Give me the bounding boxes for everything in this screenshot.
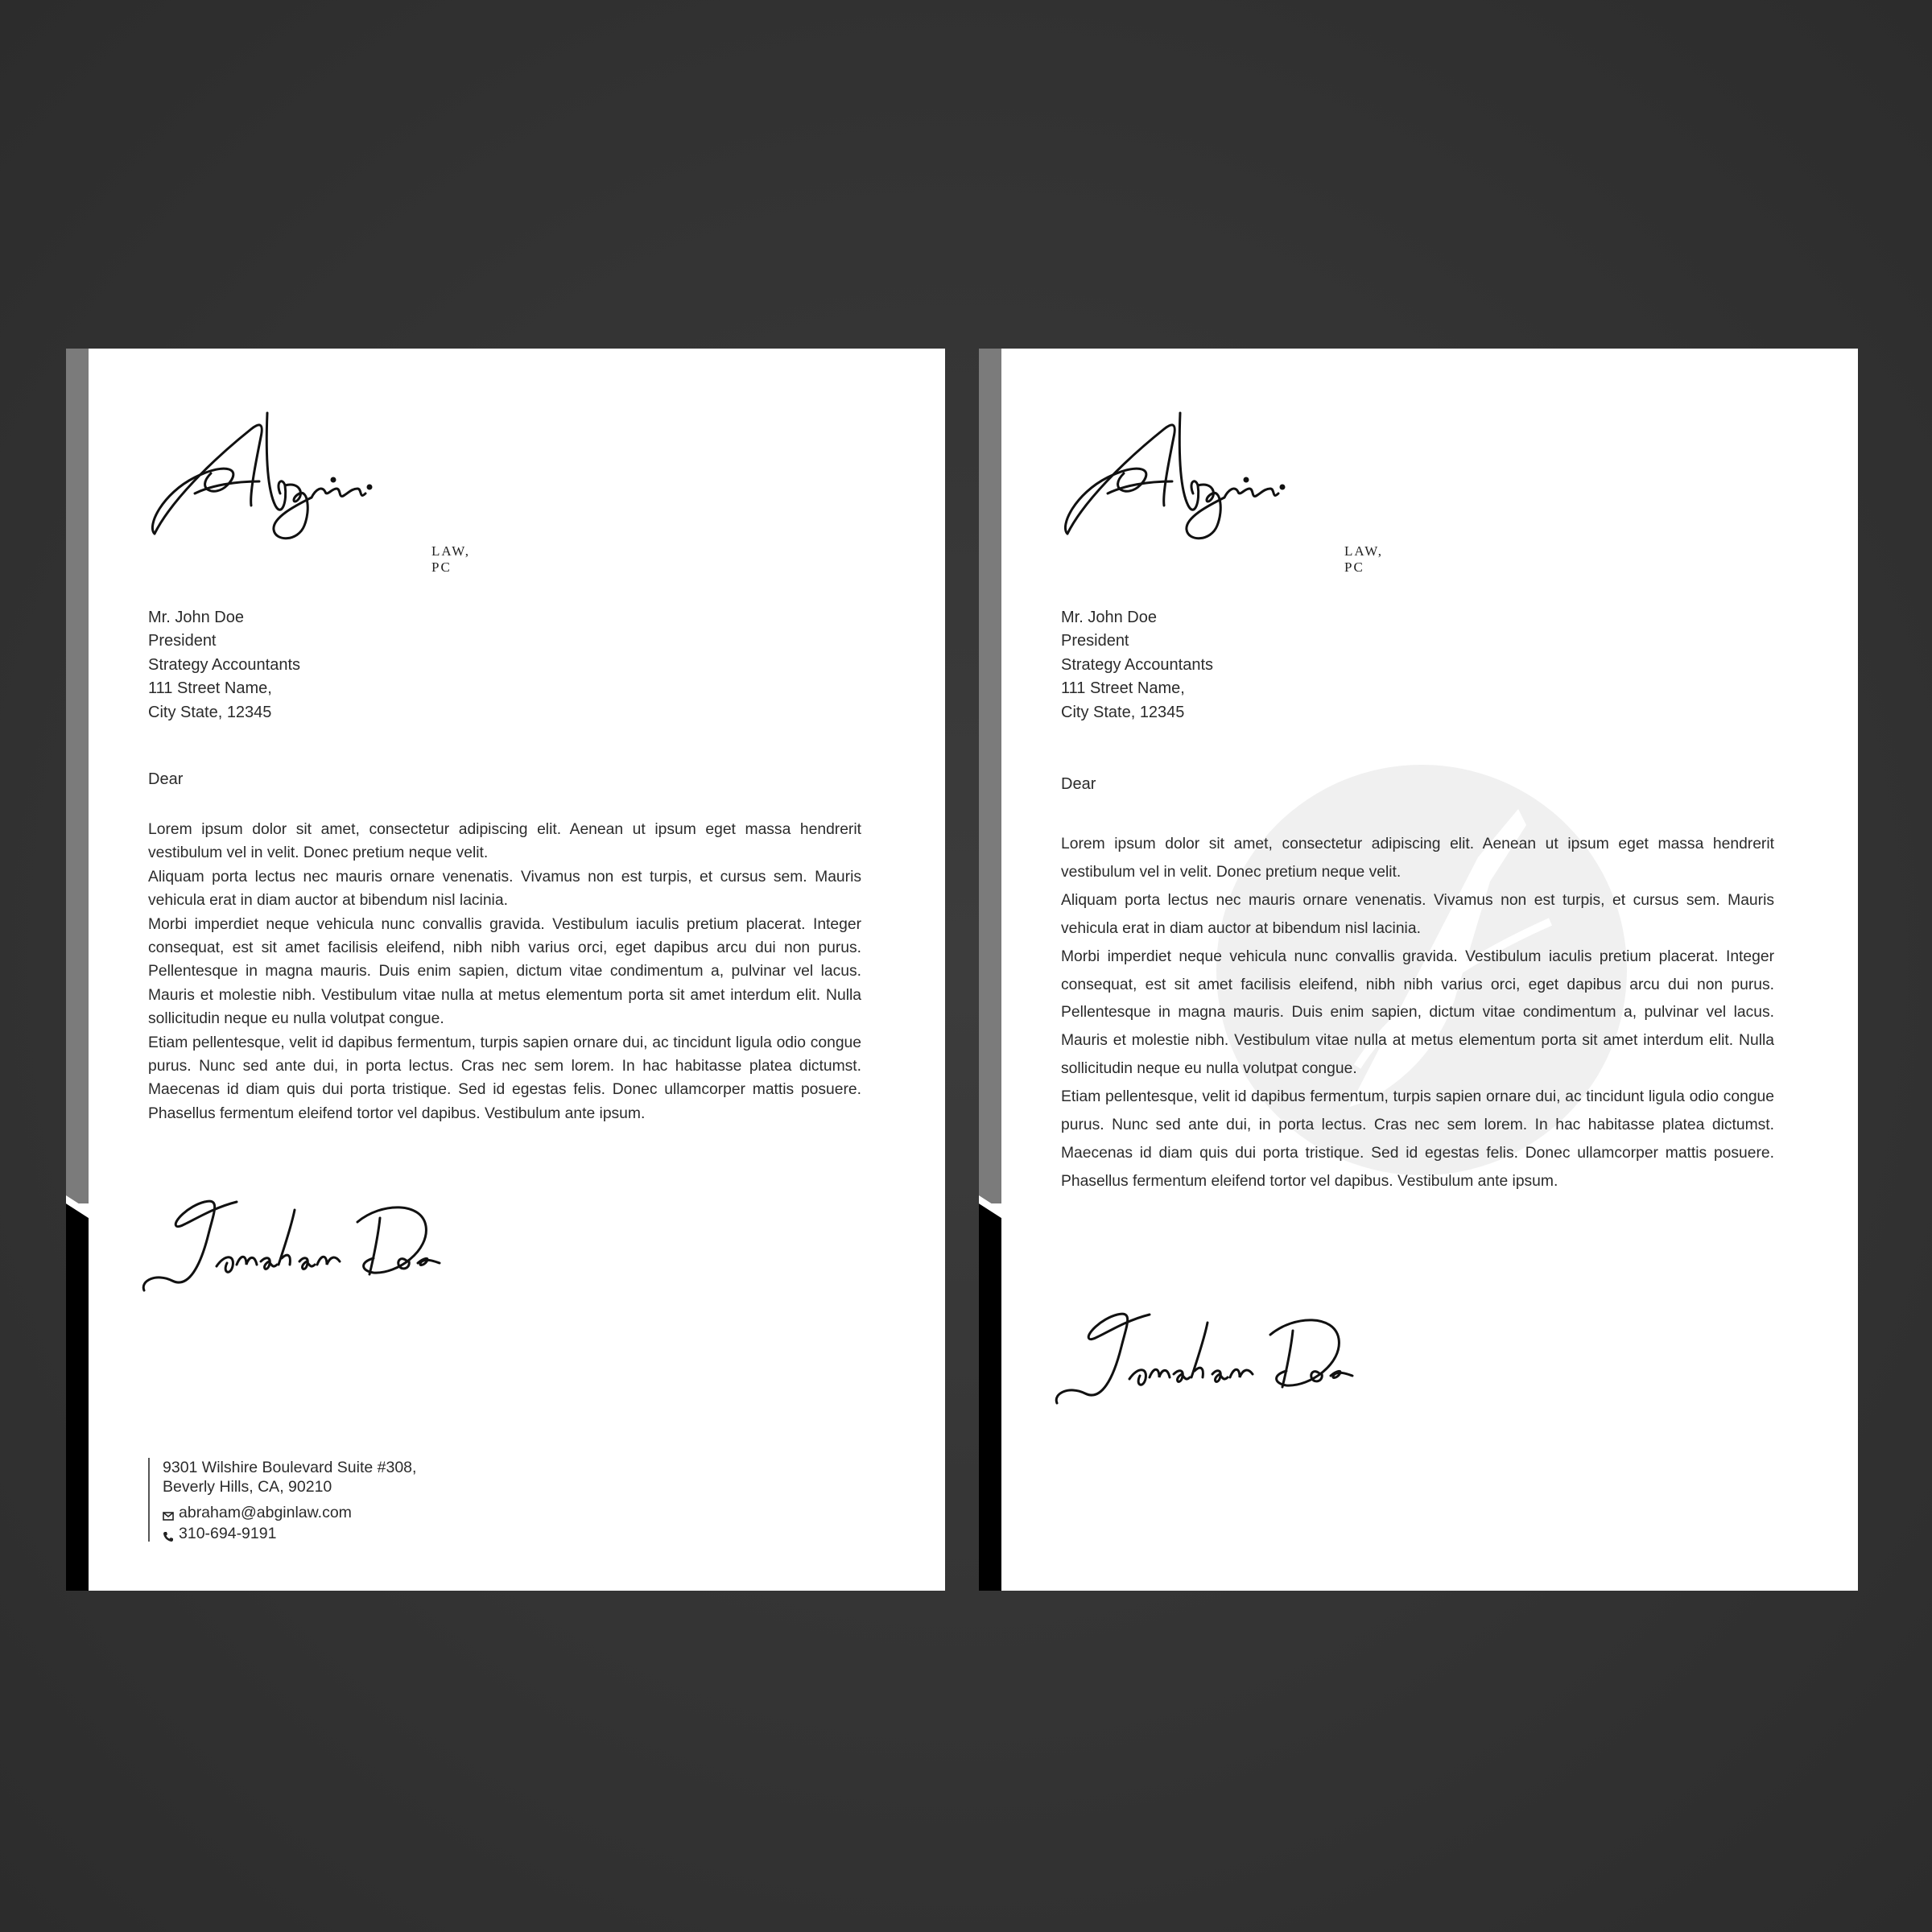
paragraph: Morbi imperdiet neque vehicula nunc convallis gravida. Vestibulum iaculis pretium placerat. Integer consequat, est sit amet facilisis eleifend, nibh nibh varius orci, eget dapibus arcu dui non purus. Pellentesque in magna mauris. Duis enim sapien, dictum vitae condimentum a, pulvinar vel lacus. Mauris et molestie nibh. Vestibulum vitae nulla at metus elementum porta sit amet interdum elit. Nulla sollicitudin neque eu nulla volutpat congue. (148, 915, 861, 1028)
company-logo (147, 405, 471, 575)
recipient-name: Mr. John Doe (1061, 609, 1157, 626)
mail-icon (163, 1507, 174, 1518)
phone-icon (163, 1528, 174, 1539)
logo-subtitle: LAW, PC (431, 543, 471, 575)
side-strip (979, 349, 1001, 1591)
recipient-city: City State, 12345 (148, 703, 272, 721)
email-row (163, 1505, 416, 1521)
signature (1053, 1290, 1391, 1419)
paragraph: Aliquam porta lectus nec mauris ornare venenatis. Vivamus non est turpis, et cursus sem. Mauris vehicula erat in diam auctor at bibendum nisl lacinia. (1061, 891, 1774, 937)
phone-row (163, 1525, 416, 1542)
address-line-2: Beverly Hills, CA, 90210 (163, 1478, 332, 1496)
paragraph: Morbi imperdiet neque vehicula nunc convallis gravida. Vestibulum iaculis pretium placerat. Integer consequat, est sit amet facilisis eleifend, nibh nibh varius orci, eget dapibus arcu dui non purus. Pellentesque in magna mauris. Duis enim sapien, dictum vitae condimentum a, pulvinar vel lacus. Mauris et molestie nibh. Vestibulum vitae nulla at metus elementum porta sit amet interdum elit. Nulla sollicitudin neque eu nulla volutpat congue. (1061, 947, 1774, 1078)
contact-footer (148, 1458, 416, 1542)
logo-subtitle: LAW, PC (1344, 543, 1384, 575)
salutation: Dear (1061, 775, 1096, 793)
side-strip (66, 349, 89, 1591)
recipient-street: 111 Street Name, (148, 679, 272, 698)
recipient-city: City State, 12345 (1061, 703, 1185, 721)
signature (140, 1178, 478, 1307)
recipient-company: Strategy Accountants (1061, 655, 1214, 674)
company-logo (1059, 405, 1384, 575)
paragraph: Aliquam porta lectus nec mauris ornare venenatis. Vivamus non est turpis, et cursus sem. Mauris vehicula erat in diam auctor at bibendum nisl lacinia. (148, 868, 861, 910)
paragraph: Etiam pellentesque, velit id dapibus fermentum, turpis sapien ornare dui, ac tincidunt ligula odio congue purus. Nunc sed ante dui, in porta lectus. Cras nec sem lorem. In hac habitasse platea dictumst. Maecenas id diam quis dui porta tristique. Sed id egestas felis. Donec ullamcorper mattis posuere. Phasellus fermentum eleifend tortor vel dapibus. Vestibulum ante ipsum. (1061, 1088, 1774, 1190)
office-address (163, 1458, 416, 1496)
address-line-1: 9301 Wilshire Boulevard Suite #308, (163, 1459, 417, 1476)
paragraph: Lorem ipsum dolor sit amet, consectetur adipiscing elit. Aenean ut ipsum eget massa hendrerit vestibulum vel in velit. Donec pretium neque velit. (1061, 836, 1774, 881)
recipient-title: President (1061, 632, 1129, 650)
paragraph: Lorem ipsum dolor sit amet, consectetur adipiscing elit. Aenean ut ipsum eget massa hendrerit vestibulum vel in velit. Donec pretium neque velit. (148, 821, 861, 862)
recipient-company: Strategy Accountants (148, 655, 301, 674)
recipient-address (148, 606, 300, 724)
recipient-name: Mr. John Doe (148, 609, 244, 626)
recipient-title: President (148, 632, 217, 650)
recipient-street: 111 Street Name, (1061, 679, 1185, 698)
paragraph: Etiam pellentesque, velit id dapibus fermentum, turpis sapien ornare dui, ac tincidunt ligula odio congue purus. Nunc sed ante dui, in porta lectus. Cras nec sem lorem. In hac habitasse platea dictumst. Maecenas id diam quis dui porta tristique. Sed id egestas felis. Donec ullamcorper mattis posuere. Phasellus fermentum eleifend tortor vel dapibus. Vestibulum ante ipsum. (148, 1034, 861, 1122)
letterhead-page-right (979, 349, 1858, 1591)
salutation: Dear (148, 770, 184, 788)
letterhead-page-left (66, 349, 945, 1591)
recipient-address (1061, 606, 1213, 724)
letter-body (1061, 831, 1774, 1196)
email-link[interactable]: abraham@abginlaw.com (179, 1504, 352, 1521)
letter-body (148, 818, 861, 1125)
phone-number[interactable]: 310-694-9191 (179, 1525, 277, 1542)
